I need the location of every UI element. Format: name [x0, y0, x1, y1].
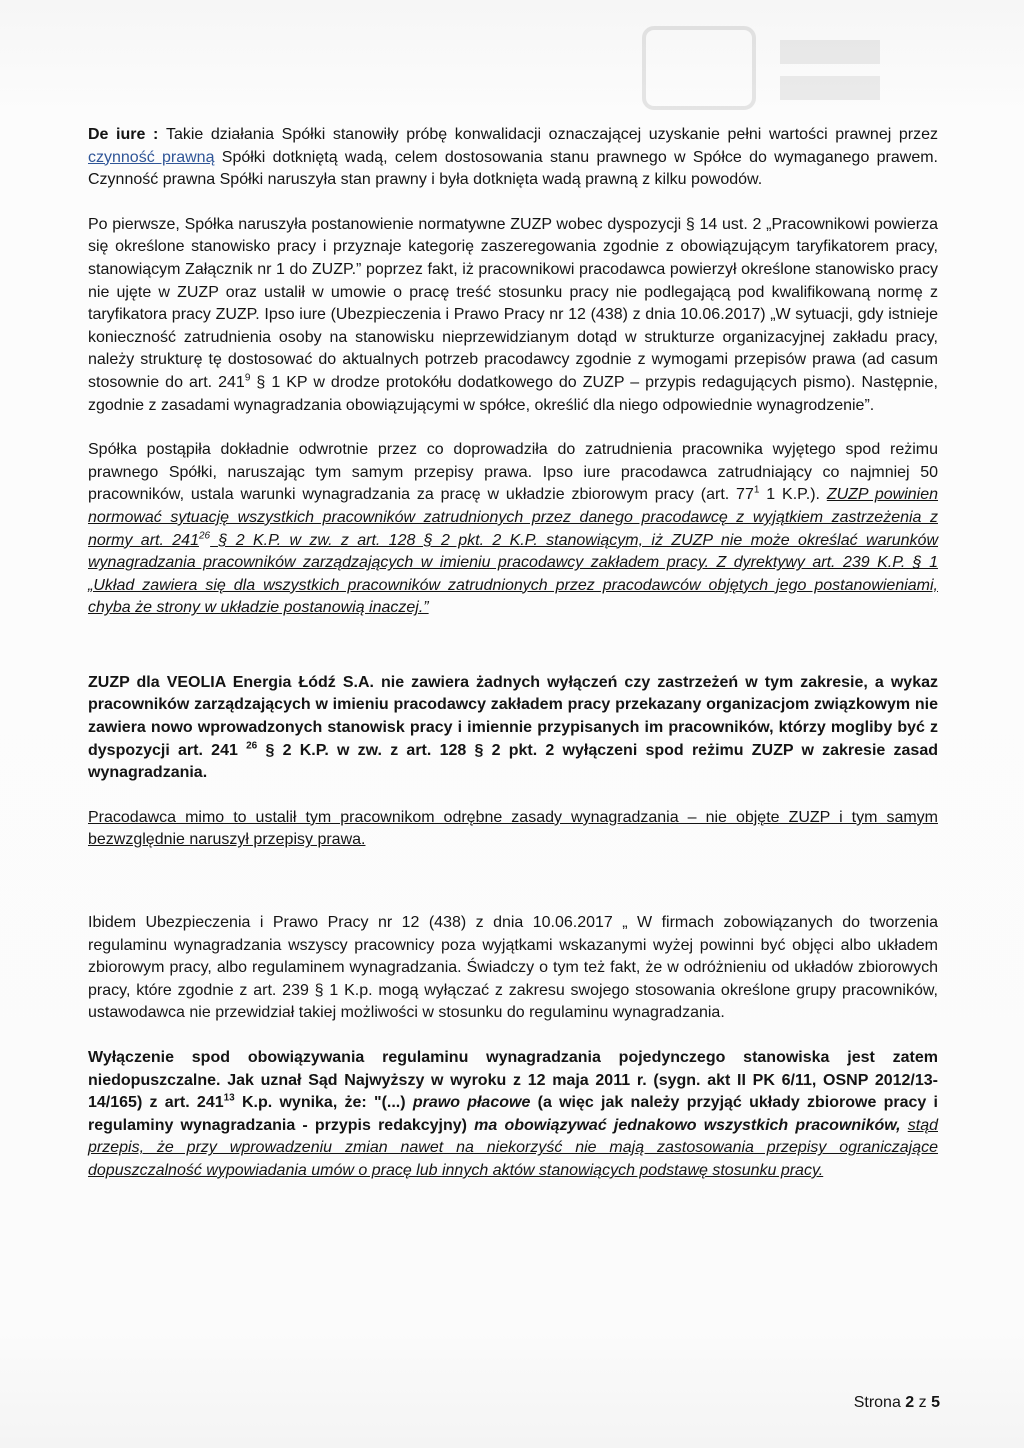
- text: Pracodawca mimo to ustalił tym pracownikom odrębne zasady wynagradzania – nie objęte ZUZP i tym samym bezwzględnie naruszył przepisy prawa.: [88, 808, 938, 849]
- text: Spółka postąpiła dokładnie odwrotnie przez co doprowadziła do zatrudnienia pracownika wyjętego spod reżimu prawnego Spółki, naruszając tym samym przepisy prawa. Ipso iure pracodawca zatrudniający co najmniej 50 pracowników, ustala warunki wynagradzania za pracę w układzie zbiorowym pracy (art. 77: [88, 441, 938, 504]
- de-iure-label: De iure :: [88, 126, 166, 143]
- underlined-italic-text: stąd przepis, że przy wprowadzeniu zmian nawet na niekorzyść nie mają zastosowania przepisy ograniczające dopuszczalność wypowiadania umów o pracę lub innych aktów stanowiących podstawę stosunku pracy.: [88, 1116, 938, 1179]
- czynnosc-prawna-link[interactable]: czynność prawną: [88, 148, 215, 166]
- superscript: 26: [198, 530, 211, 542]
- text: Takie działania Spółki stanowiły próbę konwalidacji oznaczającej uzyskanie pełni wartości prawnej przez: [165, 126, 938, 143]
- paragraph-pracodawca: [88, 807, 938, 852]
- paragraph-ibidem: [88, 912, 938, 1025]
- page-separator: z: [914, 1394, 932, 1411]
- italic-text: ma obowiązywać jednakowo wszystkich pracowników,: [474, 1116, 908, 1134]
- text: (a więc jak należy przyjąć układy zbiorowe pracy i regulaminy wynagradzania - przypis redakcyjny): [88, 1094, 939, 1134]
- italic-text: prawo płacowe: [412, 1094, 531, 1112]
- page-number: [854, 1394, 940, 1412]
- stamp-watermark: [640, 10, 890, 120]
- page-total: 5: [931, 1394, 940, 1411]
- text: Wyłączenie spod obowiązywania regulaminu wynagradzania pojedynczego stanowiska jest zatem niedopuszczalne. Jak uznał Sąd Najwyższy w wyroku z 12 maja 2011 r. (sygn. akt II PK 6/11, OSNP 2012/13-14/165) z art. 241: [88, 1049, 938, 1112]
- superscript: 13: [223, 1092, 235, 1104]
- text: § 1 KP w drodze protokółu dodatkowego do ZUZP – przypis redagujących pismo). Następnie, zgodnie z zasadami wynagradzania obowiązującymi w spółce, określić dla niego odpowiednie wynagrodzenie”.: [88, 373, 939, 414]
- superscript: 26: [246, 740, 258, 752]
- text: Spółki dotkniętą wadą, celem dostosowania stanu prawnego w Spółce do wymaganego prawem. Czynność prawna Spółki naruszyła stan prawny i była dotknięta wadą prawną z kilku powodów.: [88, 148, 938, 189]
- stamp-graphic: [640, 10, 890, 120]
- text: K.p. wynika, że: "(...): [234, 1094, 413, 1112]
- paragraph-de-iure: [88, 124, 938, 192]
- superscript: 1: [753, 484, 760, 496]
- superscript: 9: [244, 372, 251, 384]
- paragraph-spolka-postapila: [88, 439, 938, 620]
- text: 1 K.P.).: [759, 486, 827, 504]
- paragraph-wylaczenie: [88, 1047, 938, 1183]
- text: Po pierwsze, Spółka naruszyła postanowienie normatywne ZUZP wobec dyspozycji § 14 ust. 2 „Pracownikowi powierza się określone stanowisko pracy i przyznaje kategorię zaszeregowania zgodnie z obowiązującym taryfikatorem pracy, stanowiącym Załącznik nr 1 do ZUZP.” poprzez fakt, iż pracownikowi pracodawca powierzył określone stanowisko pracy nie ujęte w ZUZP oraz ustalił w umowie o pracę treść stosunku pracy nie podlegającą pod kwalifikowaną normę z taryfikatora pracy ZUZP. Ipso iure (Ubezpieczenia i Prawo Pracy nr 12 (438) z dnia 10.06.2017) „W sytuacji, gdy istnieje konieczność zatrudnienia osoby na stanowisku nieprzewidzianym dotąd w strukturze organizacyjnej zakładu pracy, należy strukturę tę dostosować do aktualnych potrzeb pracodawcy zgodnie z wymogami przepisów prawa (ad casum stosownie do art. 241: [88, 215, 938, 391]
- paragraph-po-pierwsze: [88, 214, 938, 417]
- text: § 2 K.P. w zw. z art. 128 § 2 pkt. 2 wyłączeni spod reżimu ZUZP w zakresie zasad wynagradzania.: [88, 741, 939, 782]
- text: Ibidem Ubezpieczenia i Prawo Pracy nr 12 (438) z dnia 10.06.2017 „ W firmach zobowiązanych do tworzenia regulaminu wynagradzania wszyscy pracownicy poza wyjątkami wskazanymi wyżej powinni być objęci albo układem zbiorowym pracy, albo regulaminem wynagradzania. Świadczy o tym też fakt, że w odróżnieniu od układów zbiorowych pracy, które zgodnie z art. 239 § 1 K.p. mogą wyłączać z zakresu swojego stosowania określone grupy pracowników, ustawodawca nie przewidział takiej możliwości w stosunku do regulaminu wynagradzania.: [88, 914, 938, 1022]
- underlined-italic-text: ZUZP powinien normować sytuację wszystkich pracowników zatrudnionych przez danego pracodawcę z wyjątkiem zastrzeżenia z normy art. 241: [88, 486, 939, 549]
- page-current: 2: [905, 1394, 915, 1411]
- page-label: Strona: [853, 1394, 906, 1411]
- document-body: [88, 124, 938, 1183]
- underlined-italic-text: § 2 K.P. w zw. z art. 128 § 2 pkt. 2 K.P. stanowiącym, iż ZUZP nie może określać warunków wynagradzania pracowników zarządzających w imieniu pracodawcy zakładem pracy. Z dyrektywy art. 239 K.P. § 1 „Układ zawiera się dla wszystkich pracowników zatrudnionych przez pracodawców objętych jego postanowieniami, chyba że strony w układzie postanowią inaczej.”: [88, 531, 939, 617]
- text: ZUZP dla VEOLIA Energia Łódź S.A. nie zawiera żadnych wyłączeń czy zastrzeżeń w tym zakresie, a wykaz pracowników zarządzających w imieniu pracodawcy zakładem pracy przekazany organizacjom związkowym nie zawiera nowo wprowadzonych stanowisk pracy i imiennie przypisanych im pracowników, którzy mogliby być z dyspozycji art. 241: [88, 673, 938, 759]
- paragraph-zuzp-veolia: [88, 672, 938, 785]
